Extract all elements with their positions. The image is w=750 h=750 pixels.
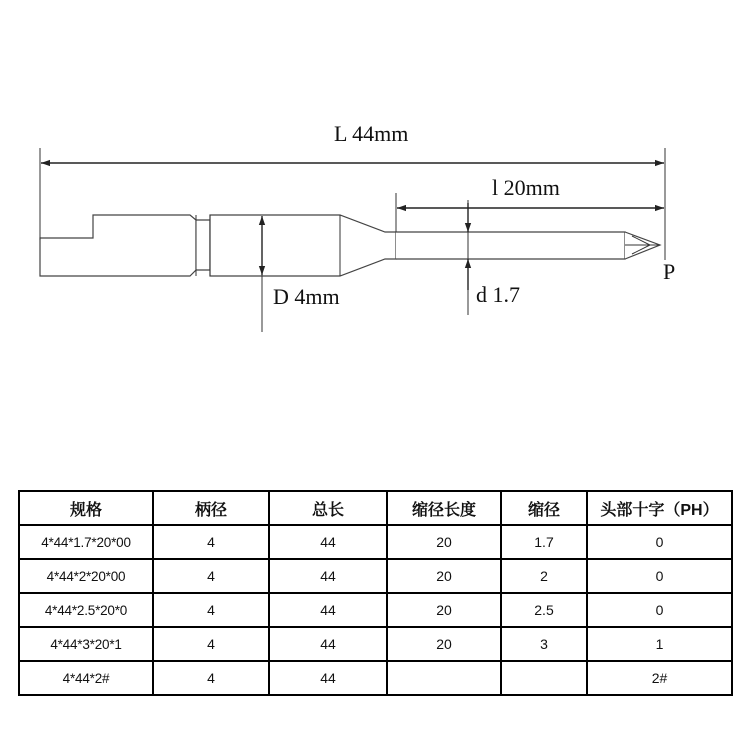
header-phillips-size: 头部十字（PH） [587, 491, 732, 525]
header-shank-diameter: 柄径 [153, 491, 269, 525]
table-cell: 20 [387, 593, 501, 627]
reduced-neck [396, 232, 625, 259]
table-cell: 20 [387, 627, 501, 661]
table-cell: 4*44*2# [19, 661, 153, 695]
table-cell: 4*44*3*20*1 [19, 627, 153, 661]
spec-table [18, 490, 733, 696]
table-cell: 20 [387, 559, 501, 593]
table-cell: 2# [587, 661, 732, 695]
table-cell: 4*44*2.5*20*0 [19, 593, 153, 627]
header-reduced-diameter: 缩径 [501, 491, 587, 525]
bit-outline [40, 215, 660, 276]
table-cell: 4 [153, 525, 269, 559]
table-cell: 3 [501, 627, 587, 661]
table-cell: 2 [501, 559, 587, 593]
tip-type-label: P [663, 259, 676, 284]
tip-diameter-label: d 1.7 [476, 282, 520, 307]
overall-length-label: L 44mm [334, 121, 409, 146]
collar [196, 220, 210, 270]
table-cell: 44 [269, 661, 387, 695]
table-row [19, 593, 732, 627]
table-cell [387, 661, 501, 695]
header-reduced-length: 缩径长度 [387, 491, 501, 525]
header-spec: 规格 [19, 491, 153, 525]
table-cell: 0 [587, 525, 732, 559]
collar-ring [210, 215, 396, 276]
table-cell: 4 [153, 627, 269, 661]
table-cell: 44 [269, 525, 387, 559]
table-cell: 2.5 [501, 593, 587, 627]
header-total-length: 总长 [269, 491, 387, 525]
shank-diameter-label: D 4mm [273, 284, 340, 309]
table-cell: 4*44*2*20*00 [19, 559, 153, 593]
table-row [19, 525, 732, 559]
table-cell: 44 [269, 627, 387, 661]
table-cell: 4*44*1.7*20*00 [19, 525, 153, 559]
table-cell: 1 [587, 627, 732, 661]
table-cell: 4 [153, 593, 269, 627]
table-cell: 44 [269, 559, 387, 593]
table-cell: 20 [387, 525, 501, 559]
table-row [19, 627, 732, 661]
table-cell: 0 [587, 593, 732, 627]
table-cell: 0 [587, 559, 732, 593]
table-header-row [19, 491, 732, 525]
table-cell: 1.7 [501, 525, 587, 559]
table-row [19, 661, 732, 695]
table-row [19, 559, 732, 593]
table-cell: 4 [153, 661, 269, 695]
table-cell [501, 661, 587, 695]
table-cell: 4 [153, 559, 269, 593]
table-cell: 44 [269, 593, 387, 627]
shank-body [40, 215, 196, 276]
reduced-length-label: l 20mm [492, 175, 560, 200]
